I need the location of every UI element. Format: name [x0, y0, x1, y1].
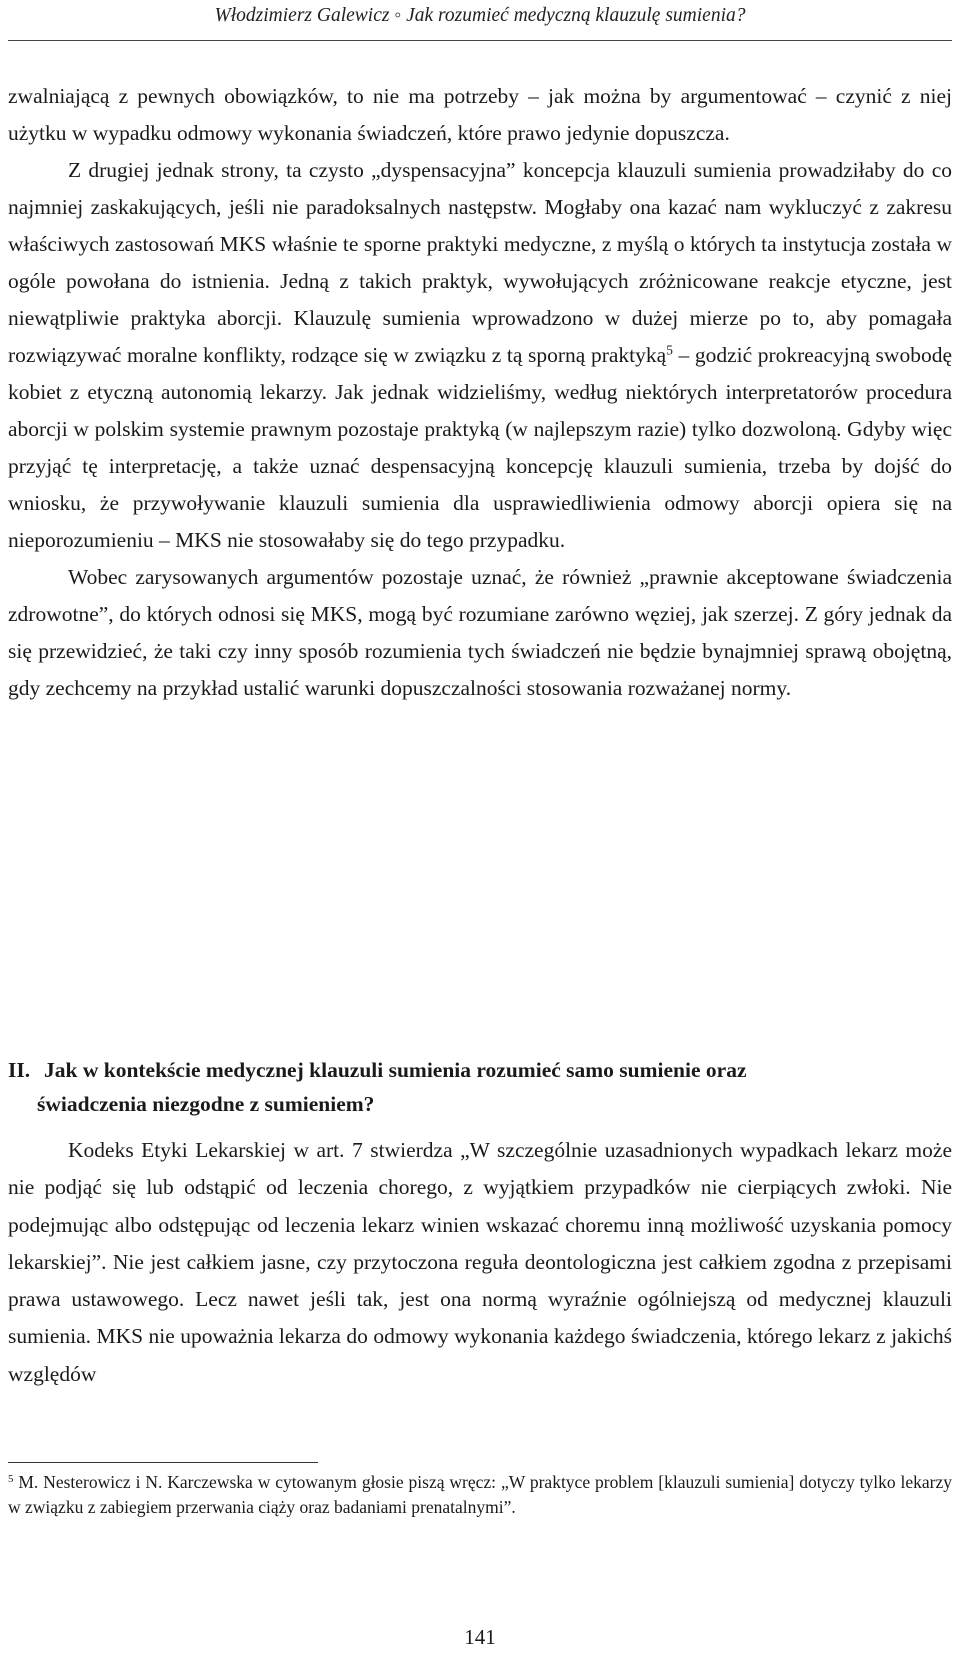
footnote-mark: 5: [8, 1473, 14, 1486]
page-number: 141: [464, 1625, 496, 1649]
footnote-text: M. Nesterowicz i N. Karczewska w cytowanym głosie piszą wręcz: „W praktyce problem [klauzuli sumienia] dotyczy tylko lekarzy w związku z zabiegiem przerwania ciąży oraz badaniami prenatalnymi”.: [8, 1472, 952, 1517]
paragraph: Kodeks Etyki Lekarskiej w art. 7 stwierdza „W szczególnie uzasadnionych wypadkach lekarz może nie podjąć się lub odstąpić od leczenia chorego, z wyjątkiem przypadków nie cierpiących zwłoki. Nie podejmując albo odstępując od leczenia lekarz winien wskazać choremu inną możliwość uzyskania pomocy lekarskiej”. Nie jest całkiem jasne, czy przytoczona reguła deontologiczna jest całkiem zgodna z przepisami prawa ustawowego. Lecz nawet jeśli tak, jest ona normą wyraźnie ogólniejszą od medycznej klauzuli sumienia. MKS nie upoważnia lekarza do odmowy wykonania każdego świadczenia, którego lekarz z jakichś względów: [8, 1138, 952, 1386]
section-text-block: [8, 1132, 952, 1393]
header-rule: [8, 40, 952, 41]
paragraph-continuation: zwalniającą z pewnych obowiązków, to nie ma potrzeby – jak można by argumentować – czynić z niej użytku w wypadku odmowy wykonania świadczeń, które prawo jedynie dopuszcza.: [8, 84, 952, 145]
paragraph-text: – godzić prokreacyjną swobodę kobiet z etyczną autonomią lekarzy. Jak jednak widzieliśmy, według niektórych interpretatorów procedura aborcji w polskim systemie prawnym pozostaje praktyką (w najlepszym razie) tylko dozwoloną. Gdyby więc przyjąć tę interpretację, a także uznać despensacyjną koncepcję klauzuli sumienia, trzeba by dojść do wniosku, że przywoływanie klauzuli sumienia dla usprawiedliwienia odmowy aborcji opiera się na nieporozumieniu – MKS nie stosowałaby się do tego przypadku.: [8, 343, 952, 552]
paragraph: [8, 152, 952, 559]
paragraph-text: Z drugiej jednak strony, ta czysto „dyspensacyjna” koncepcja klauzuli sumienia prowadziłaby do co najmniej zaskakujących, jeśli nie paradoksalnych następstw. Mogłaby ona kazać nam wykluczyć z zakresu właściwych zastosowań MKS właśnie te sporne praktyki medyczne, z myślą o których ta instytucja została w ogóle powołana do istnienia. Jedną z takich praktyk, wywołujących zróżnicowane reakcje etyczne, jest niewątpliwie praktyka aborcji. Klauzulę sumienia wprowadzono w dużej mierze po to, aby pomagała rozwiązywać moralne konflikty, rodzące się w związku z tą sporną praktyką: [8, 158, 952, 367]
running-header: Włodzimierz Galewicz ◦ Jak rozumieć medyczną klauzulę sumienia?: [214, 5, 746, 26]
footnote-reference[interactable]: 5: [666, 342, 673, 358]
section-number: II.: [8, 1058, 31, 1082]
footnote: [8, 1470, 952, 1520]
footnote-rule: [8, 1462, 318, 1463]
section-title-line-2: świadczenia niezgodne z sumieniem?: [37, 1092, 375, 1116]
main-text-block: [8, 78, 952, 707]
section-title-line-1: Jak w kontekście medycznej klauzuli sumienia rozumieć samo sumienie oraz: [44, 1058, 747, 1082]
section-heading: [8, 1053, 952, 1121]
paragraph: Wobec zarysowanych argumentów pozostaje uznać, że również „prawnie akceptowane świadczenia zdrowotne”, do których odnosi się MKS, mogą być rozumiane zarówno węziej, jak szerzej. Z góry jednak da się przewidzieć, że taki czy inny sposób rozumienia tych świadczeń nie będzie bynajmniej sprawą obojętną, gdy zechcemy na przykład ustalić warunki dopuszczalności stosowania rozważanej normy.: [8, 565, 952, 700]
